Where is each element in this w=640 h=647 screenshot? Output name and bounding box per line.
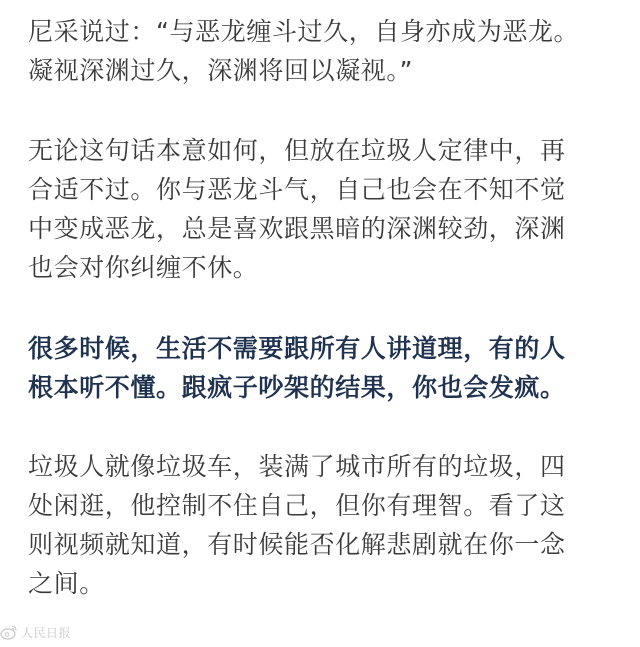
text-line: 之间。 [28,569,105,598]
article-body [28,12,628,603]
text-line: 则视频就知道，有时候能否化解悲剧就在你一念 [28,530,566,559]
watermark-text: 人民日报 [21,625,72,640]
paragraph-garbage-truck [28,447,628,603]
text-line: 很多时候，生活不需要跟所有人讲道理，有的人 [28,334,566,363]
text-line: 中变成恶龙，总是喜欢跟黑暗的深渊较劲，深渊 [28,214,566,243]
text-line: 根本听不懂。跟疯子吵架的结果，你也会发疯。 [28,373,566,402]
text-line: 无论这句话本意如何，但放在垃圾人定律中，再 [28,136,566,165]
paragraph-commentary [28,131,628,287]
weibo-logo-icon [0,624,18,640]
paragraph-emphasis [28,329,628,407]
text-line: 尼采说过：“与恶龙缠斗过久，自身亦成为恶龙。 [28,17,580,46]
text-line: 凝视深渊过久，深渊将回以凝视。” [28,56,414,85]
paragraph-nietzsche-quote [28,12,628,90]
text-line: 垃圾人就像垃圾车，装满了城市所有的垃圾，四 [28,452,566,481]
text-line: 合适不过。你与恶龙斗气，自己也会在不知不觉 [28,175,566,204]
weibo-watermark [0,622,71,642]
text-line: 也会对你纠缠不休。 [28,253,259,282]
text-line: 处闲逛，他控制不住自己，但你有理智。看了这 [28,491,566,520]
